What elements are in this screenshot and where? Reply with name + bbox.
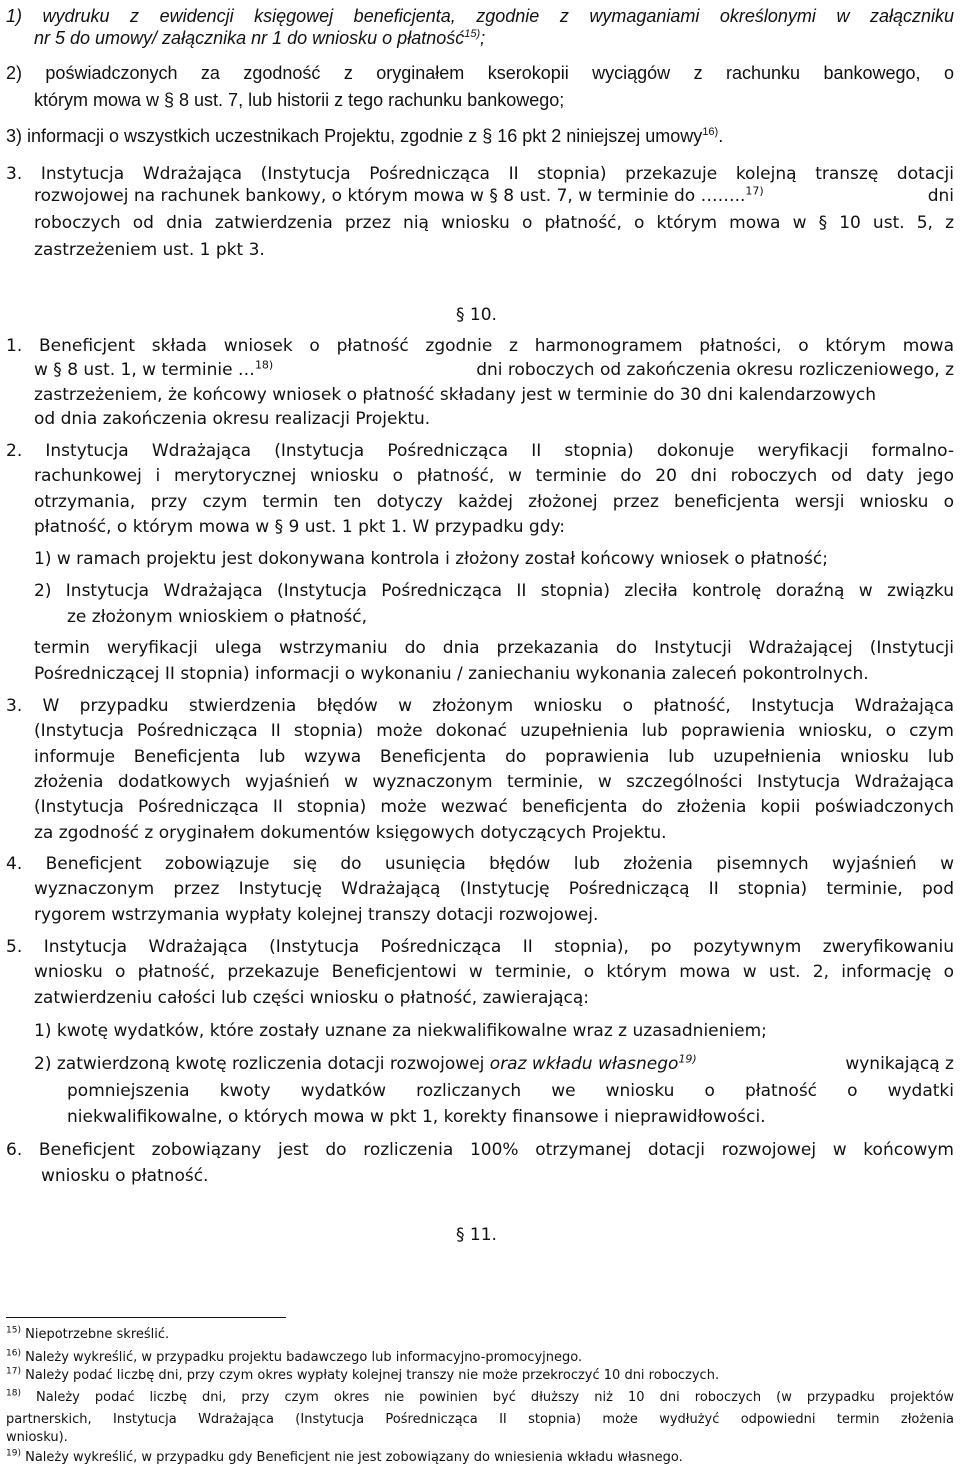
paragraph-line: rachunkowej i merytorycznej wniosku o płatność, w terminie do 20 dni roboczych od daty jego [34, 466, 954, 486]
section-heading: § 10. [456, 305, 497, 325]
list-item: ze złożonym wnioskiem o płatność, [67, 607, 368, 627]
paragraph-line: za zgodność z oryginałem dokumentów księgowych dotyczących Projektu. [34, 823, 667, 843]
footnote: wniosku). [6, 1430, 68, 1445]
paragraph-line: 1. Beneficjent składa wniosek o płatność zgodnie z harmonogramem płatności, o którym mowa [6, 336, 954, 356]
footnote: $^{15)}$ Niepotrzebne skreślić. [6, 1325, 170, 1342]
paragraph-line: 2. Instytucja Wdrażająca (Instytucja Pośrednicząca II stopnia) dokonuje weryfikacji formalno- [6, 441, 954, 461]
list-item: 1) wydruku z ewidencji księgowej beneficjenta, zgodnie z wymaganiami określonymi w załączniku [6, 6, 954, 26]
list-item: nr 5 do umowy/ załącznika nr 1 do wniosku o płatność$^{15)}$; [34, 28, 486, 48]
paragraph-line: otrzymania, przy czym termin ten dotyczy każdej złożonej przez beneficjenta wersji wniosku o [34, 492, 954, 512]
paragraph-line: złożenia dodatkowych wyjaśnień w wyznaczonym terminie, w szczególności Instytucja Wdrażająca [34, 772, 954, 792]
list-item: pomniejszenia kwoty wydatków rozliczanych we wniosku o płatność o wydatki [67, 1081, 954, 1101]
paragraph-line: zatwierdzeniu całości lub części wniosku o płatność, zawierającą: [34, 988, 590, 1008]
paragraph-line: roboczych od dnia zatwierdzenia przez nią wniosku o płatność, o którym mowa w § 10 ust. 5, z [34, 213, 954, 233]
list-item: 1) w ramach projektu jest dokonywana kontrola i złożony został końcowy wniosek o płatność; [34, 549, 828, 569]
list-item: 2) zatwierdzoną kwotę rozliczenia dotacji rozwojowej oraz wkładu własnego$^{19)}$ wynikającą z [34, 1052, 954, 1074]
paragraph-line: wyznaczonym przez Instytucję Wdrażającą (Instytucję Pośredniczącą II stopnia) terminie, pod [34, 879, 954, 899]
footnote: $^{17)}$ Należy podać liczbę dni, przy czym okres wypłaty kolejnej transzy nie może przekroczyć 10 dni roboczych. [6, 1366, 720, 1383]
footnote: $^{18)}$ Należy podać liczbę dni, przy czym okres nie powinien być dłuższy niż 10 dni roboczych (w przypadku projektów [6, 1388, 954, 1405]
paragraph-line: (Instytucja Pośrednicząca II stopnia) może wezwać beneficjenta do złożenia kopii poświadczonych [34, 797, 954, 817]
footnote-ref: 19) [678, 1052, 697, 1066]
paragraph-line: w § 8 ust. 1, w terminie …$^{18)}$ dni roboczych od zakończenia okresu rozliczeniowego, z [34, 358, 954, 380]
paragraph-line: rygorem wstrzymania wypłaty kolejnej transzy dotacji rozwojowej. [34, 905, 599, 925]
paragraph-line: (Instytucja Pośrednicząca II stopnia) może dokonać uzupełnienia lub poprawienia wniosku, o czym [34, 721, 954, 741]
footnote: $^{16)}$ Należy wykreślić, w przypadku projektu badawczego lub informacyjno-promocyjnego. [6, 1348, 583, 1365]
paragraph-line: zastrzeżeniem ust. 1 pkt 3. [34, 240, 265, 260]
list-item: 2) Instytucja Wdrażająca (Instytucja Pośrednicząca II stopnia) zleciła kontrolę doraźną w związku [34, 581, 954, 601]
paragraph-line: informuje Beneficjenta lub wzywa Beneficjenta do poprawienia lub uzupełnienia wniosku lub [34, 747, 954, 767]
list-item: 2) poświadczonych za zgodność z oryginałem kserokopii wyciągów z rachunku bankowego, o [6, 63, 954, 83]
paragraph-line: rozwojowej na rachunek bankowy, o którym mowa w § 8 ust. 7, w terminie do ……..$^{17)}$ dni [34, 184, 954, 206]
footnote-separator [6, 1317, 286, 1318]
paragraph-line: płatność, o którym mowa w § 9 ust. 1 pkt 1. W przypadku gdy: [34, 517, 566, 537]
paragraph-line: zastrzeżeniem, że końcowy wniosek o płatność składany jest w terminie do 30 dni kalendarzowych [34, 385, 877, 405]
list-item: którym mowa w § 8 ust. 7, lub historii z tego rachunku bankowego; [34, 90, 565, 110]
section-heading: § 11. [456, 1225, 497, 1245]
list-item: niekwalifikowalne, o których mowa w pkt 1, korekty finansowe i nieprawidłowości. [67, 1107, 766, 1127]
footnote: $^{19)}$ Należy wykreślić, w przypadku gdy Beneficjent nie jest zobowiązany do wniesienia wkładu własnego. [6, 1448, 683, 1465]
list-item: 1) kwotę wydatków, które zostały uznane za niekwalifikowalne wraz z uzasadnieniem; [34, 1021, 767, 1041]
paragraph-line: Pośredniczącej II stopnia) informacji o wykonaniu / zaniechaniu wykonania zaleceń pokontrolnych. [34, 664, 869, 684]
paragraph-line: 4. Beneficjent zobowiązuje się do usunięcia błędów lub złożenia pisemnych wyjaśnień w [6, 854, 954, 874]
paragraph-line: 3. W przypadku stwierdzenia błędów w złożonym wniosku o płatność, Instytucja Wdrażająca [6, 696, 954, 716]
paragraph-line: 6. Beneficjent zobowiązany jest do rozliczenia 100% otrzymanej dotacji rozwojowej w końcowym [6, 1140, 954, 1160]
footnote-ref: 18) [254, 358, 274, 372]
footnote-ref: 17) [745, 184, 764, 198]
footnote-ref: 15) [464, 28, 481, 40]
paragraph-line: termin weryfikacji ulega wstrzymaniu do dnia przekazania do Instytucji Wdrażającej (Instytucji [34, 638, 954, 658]
paragraph-line: 5. Instytucja Wdrażająca (Instytucja Pośrednicząca II stopnia), po pozytywnym zweryfikowaniu [6, 937, 954, 957]
paragraph-line: wniosku o płatność. [41, 1166, 209, 1186]
footnote-ref: 16) [702, 126, 719, 138]
list-item: 3) informacji o wszystkich uczestnikach Projektu, zgodnie z § 16 pkt 2 niniejszej umowy$^{16)}$. [6, 126, 724, 146]
paragraph-line: od dnia zakończenia okresu realizacji Projektu. [34, 409, 431, 429]
paragraph-line: wniosku o płatność, przekazuje Beneficjentowi w terminie, o którym mowa w ust. 2, informację o [34, 962, 954, 982]
paragraph-line: 3. Instytucja Wdrażająca (Instytucja Pośrednicząca II stopnia) przekazuje kolejną transzę dotacji [6, 164, 954, 184]
footnote: partnerskich, Instytucja Wdrażająca (Instytucja Pośrednicząca II stopnia) może wydłużyć odpowiedni termin złożenia [6, 1412, 954, 1427]
